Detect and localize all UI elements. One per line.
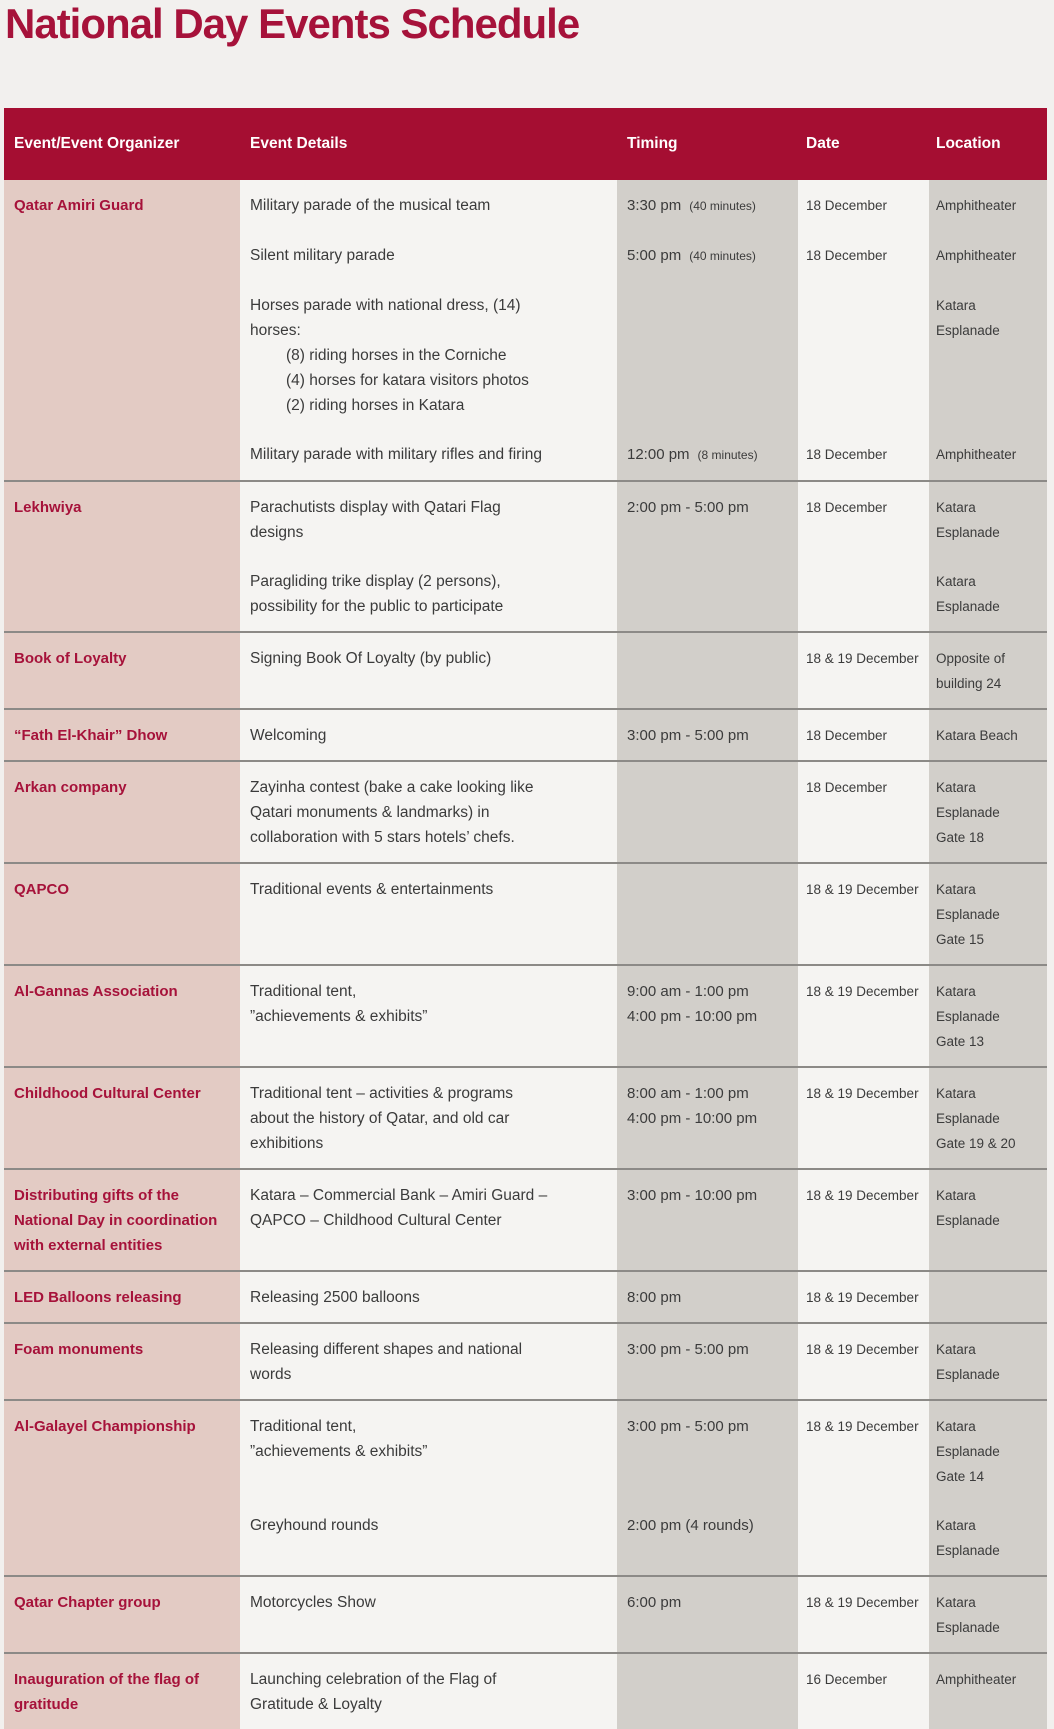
event-details-cell <box>240 966 617 1066</box>
timing-cell <box>617 762 798 862</box>
timing-note: (40 minutes) <box>689 199 756 213</box>
table-row <box>4 964 1047 1066</box>
organizer-cell <box>4 1577 240 1652</box>
location-line: Amphitheater <box>936 198 1017 213</box>
location-line: Gate 18 <box>936 830 985 845</box>
detail-line: Launching celebration of the Flag of <box>250 1671 497 1688</box>
detail-line: Welcoming <box>250 727 327 744</box>
timing-value: 8:00 am - 1:00 pm <box>627 1085 749 1102</box>
date-cell <box>798 1513 929 1575</box>
timing-value: 9:00 am - 1:00 pm <box>627 983 749 1000</box>
event-details-cell <box>240 762 617 862</box>
organizer-label: Distributing gifts of the National Day in coordination with external entities <box>14 1187 218 1254</box>
table-row <box>4 1322 1047 1399</box>
location-line: Amphitheater <box>936 1672 1017 1687</box>
organizer-label: Qatar Chapter group <box>14 1594 161 1611</box>
organizer-label: Arkan company <box>14 779 127 796</box>
location-line: Katara Esplanade <box>936 1188 1000 1228</box>
table-row <box>4 1066 1047 1168</box>
table-row <box>4 1399 1047 1575</box>
date-cell <box>798 569 929 631</box>
organizer-label: LED Balloons releasing <box>14 1289 182 1306</box>
location-cell <box>929 710 1047 760</box>
organizer-cell <box>4 180 240 480</box>
timing-line <box>627 1106 792 1131</box>
location-line: Amphitheater <box>936 447 1017 462</box>
date-cell <box>798 1068 929 1168</box>
timing-value: 2:00 pm - 5:00 pm <box>627 499 749 516</box>
detail-line: Releasing different shapes and national <box>250 1341 523 1358</box>
timing-value: 4:00 pm - 10:00 pm <box>627 1008 758 1025</box>
date-value: 18 December <box>806 780 888 795</box>
timing-line <box>627 1513 792 1538</box>
header-cell-details: Event Details <box>250 135 348 152</box>
events-table <box>4 108 1047 1729</box>
timing-value: 2:00 pm (4 rounds) <box>627 1517 754 1534</box>
timing-value: 3:00 pm - 10:00 pm <box>627 1187 758 1204</box>
organizer-cell <box>4 1272 240 1322</box>
date-cell <box>798 1577 929 1652</box>
location-line: Katara Beach <box>936 728 1018 743</box>
timing-cell <box>617 1324 798 1399</box>
timing-note: (40 minutes) <box>689 249 756 263</box>
organizer-cell <box>4 1068 240 1168</box>
event-details-cell <box>240 1401 617 1513</box>
date-value: 18 December <box>806 248 888 263</box>
location-cell <box>929 293 1047 442</box>
location-line: Gate 13 <box>936 1034 985 1049</box>
timing-value: 4:00 pm - 10:00 pm <box>627 1110 758 1127</box>
header-cell-timing: Timing <box>627 135 678 152</box>
timing-value: 3:00 pm - 5:00 pm <box>627 1418 749 1435</box>
date-cell <box>798 243 929 293</box>
location-cell <box>929 633 1047 708</box>
detail-line: ”achievements & exhibits” <box>250 1008 428 1025</box>
timing-value: 3:00 pm - 5:00 pm <box>627 1341 749 1358</box>
organizer-label: Inauguration of the flag of gratitude <box>14 1671 199 1713</box>
date-value: 18 & 19 December <box>806 1595 919 1610</box>
event-details-cell <box>240 1324 617 1399</box>
timing-cell <box>617 482 798 569</box>
event-details-cell <box>240 1513 617 1575</box>
detail-line: ”achievements & exhibits” <box>250 1443 428 1460</box>
location-cell <box>929 482 1047 569</box>
location-cell <box>929 966 1047 1066</box>
header-cell-date: Date <box>806 135 840 152</box>
detail-line: words <box>250 1366 292 1383</box>
timing-line <box>627 979 792 1004</box>
timing-line <box>627 243 792 269</box>
detail-line: Traditional tent, <box>250 1418 357 1435</box>
detail-line: exhibitions <box>250 1135 324 1152</box>
organizer-label: Qatar Amiri Guard <box>14 197 144 214</box>
detail-line: about the history of Qatar, and old car <box>250 1110 510 1127</box>
detail-line: Releasing 2500 balloons <box>250 1289 420 1306</box>
date-value: 18 December <box>806 500 888 515</box>
date-cell <box>798 1324 929 1399</box>
date-value: 18 & 19 December <box>806 1419 919 1434</box>
detail-line: Parachutists display with Qatari Flag <box>250 499 501 516</box>
location-line: Katara Esplanade <box>936 780 1000 820</box>
table-row <box>4 180 1047 480</box>
header-cell-organizer: Event/Event Organizer <box>14 135 180 152</box>
location-line: Katara Esplanade <box>936 1086 1000 1126</box>
detail-line: Traditional tent – activities & programs <box>250 1085 514 1102</box>
table-row <box>4 1652 1047 1729</box>
event-details-cell <box>240 633 617 708</box>
location-line: Katara Esplanade <box>936 574 1000 614</box>
detail-line: Greyhound rounds <box>250 1517 379 1534</box>
timing-cell <box>617 442 798 480</box>
location-line: Katara Esplanade <box>936 298 1000 338</box>
date-cell <box>798 1170 929 1270</box>
event-details-cell <box>240 293 617 442</box>
organizer-cell <box>4 482 240 631</box>
timing-line <box>627 1337 792 1362</box>
organizer-cell <box>4 633 240 708</box>
detail-subline: (4) horses for katara visitors photos <box>286 372 529 389</box>
event-details-cell <box>240 1068 617 1168</box>
date-value: 16 December <box>806 1672 888 1687</box>
detail-line: horses: <box>250 322 301 339</box>
event-details-cell <box>240 1577 617 1652</box>
organizer-label: Book of Loyalty <box>14 650 127 667</box>
organizer-cell <box>4 1401 240 1575</box>
date-cell <box>798 442 929 480</box>
timing-line <box>627 193 792 219</box>
timing-cell <box>617 180 798 243</box>
event-details-cell <box>240 1272 617 1322</box>
timing-cell <box>617 1170 798 1270</box>
timing-line <box>627 1590 792 1615</box>
timing-cell <box>617 1513 798 1575</box>
detail-line: Traditional events & entertainments <box>250 881 494 898</box>
timing-value: 6:00 pm <box>627 1594 682 1611</box>
event-details-cell <box>240 710 617 760</box>
detail-line: QAPCO – Childhood Cultural Center <box>250 1212 502 1229</box>
table-row <box>4 760 1047 862</box>
date-value: 18 December <box>806 447 888 462</box>
detail-line: Paragliding trike display (2 persons), <box>250 573 501 590</box>
location-cell <box>929 180 1047 243</box>
date-cell <box>798 710 929 760</box>
location-cell <box>929 1654 1047 1729</box>
detail-line: Horses parade with national dress, (14) <box>250 297 521 314</box>
timing-cell <box>617 1272 798 1322</box>
detail-line: Zayinha contest (bake a cake looking like <box>250 779 534 796</box>
location-cell <box>929 1170 1047 1270</box>
location-cell <box>929 442 1047 480</box>
date-value: 18 & 19 December <box>806 984 919 999</box>
location-cell <box>929 864 1047 964</box>
location-cell <box>929 569 1047 631</box>
table-row <box>4 1168 1047 1270</box>
timing-cell <box>617 293 798 442</box>
table-body <box>4 180 1047 1729</box>
detail-line: Motorcycles Show <box>250 1594 376 1611</box>
timing-value: 12:00 pm <box>627 446 690 463</box>
date-cell <box>798 1401 929 1513</box>
timing-cell <box>617 966 798 1066</box>
location-line: Katara Esplanade <box>936 984 1000 1024</box>
location-line: Katara Esplanade <box>936 500 1000 540</box>
location-cell <box>929 1577 1047 1652</box>
timing-cell <box>617 243 798 293</box>
organizer-label: Lekhwiya <box>14 499 82 516</box>
location-line: Opposite of <box>936 651 1006 666</box>
timing-line <box>627 1004 792 1029</box>
date-cell <box>798 864 929 964</box>
detail-line: possibility for the public to participate <box>250 598 504 615</box>
date-value: 18 & 19 December <box>806 1086 919 1101</box>
date-cell <box>798 966 929 1066</box>
header-cell-location: Location <box>936 135 1001 152</box>
date-value: 18 December <box>806 198 888 213</box>
event-details-cell <box>240 1170 617 1270</box>
date-cell <box>798 633 929 708</box>
location-line: Katara Esplanade <box>936 1518 1000 1558</box>
location-cell <box>929 243 1047 293</box>
organizer-cell <box>4 864 240 964</box>
timing-value: 3:00 pm - 5:00 pm <box>627 727 749 744</box>
event-details-cell <box>240 864 617 964</box>
event-details-cell <box>240 442 617 480</box>
date-cell <box>798 762 929 862</box>
timing-value: 8:00 pm <box>627 1289 682 1306</box>
location-line: Katara Esplanade <box>936 1419 1000 1459</box>
organizer-label: Childhood Cultural Center <box>14 1085 201 1102</box>
detail-line: Qatari monuments & landmarks) in <box>250 804 490 821</box>
detail-subline: (8) riding horses in the Corniche <box>286 347 507 364</box>
timing-cell <box>617 1068 798 1168</box>
date-value: 18 December <box>806 728 888 743</box>
organizer-label: QAPCO <box>14 881 70 898</box>
organizer-label: Al-Gannas Association <box>14 983 178 1000</box>
detail-line: designs <box>250 524 304 541</box>
date-value: 18 & 19 December <box>806 1188 919 1203</box>
location-line: Katara Esplanade <box>936 1342 1000 1382</box>
table-row <box>4 1575 1047 1652</box>
detail-line: Gratitude & Loyalty <box>250 1696 382 1713</box>
page-title: National Day Events Schedule <box>5 0 580 47</box>
timing-line <box>627 1414 792 1439</box>
location-line: Gate 14 <box>936 1469 985 1484</box>
timing-line <box>627 723 792 748</box>
organizer-label: “Fath El-Khair” Dhow <box>14 727 168 744</box>
detail-line: Katara – Commercial Bank – Amiri Guard – <box>250 1187 548 1204</box>
detail-line: Military parade with military rifles and firing <box>250 446 543 463</box>
organizer-cell <box>4 762 240 862</box>
timing-line <box>627 1081 792 1106</box>
location-line: building 24 <box>936 676 1002 691</box>
timing-cell <box>617 569 798 631</box>
timing-cell <box>617 710 798 760</box>
detail-subline: (2) riding horses in Katara <box>286 397 465 414</box>
date-cell <box>798 180 929 243</box>
date-value: 18 & 19 December <box>806 882 919 897</box>
event-details-cell <box>240 569 617 631</box>
timing-cell <box>617 1577 798 1652</box>
location-cell <box>929 1324 1047 1399</box>
date-value: 18 & 19 December <box>806 651 919 666</box>
detail-line: Signing Book Of Loyalty (by public) <box>250 650 492 667</box>
location-line: Katara Esplanade <box>936 882 1000 922</box>
location-line: Gate 15 <box>936 932 985 947</box>
timing-line <box>627 442 792 468</box>
timing-note: (8 minutes) <box>697 448 758 462</box>
location-cell <box>929 1513 1047 1575</box>
organizer-label: Al-Galayel Championship <box>14 1418 196 1435</box>
table-header-row <box>4 108 1047 180</box>
table-row <box>4 480 1047 631</box>
date-cell <box>798 1654 929 1729</box>
event-details-cell <box>240 1654 617 1729</box>
date-cell <box>798 293 929 442</box>
organizer-cell <box>4 1170 240 1270</box>
organizer-cell <box>4 710 240 760</box>
organizer-cell <box>4 1324 240 1399</box>
timing-cell <box>617 1654 798 1729</box>
date-cell <box>798 1272 929 1322</box>
organizer-label: Foam monuments <box>14 1341 144 1358</box>
location-line: Amphitheater <box>936 248 1017 263</box>
location-cell <box>929 762 1047 862</box>
location-cell <box>929 1401 1047 1513</box>
location-cell <box>929 1272 1047 1322</box>
timing-value: 5:00 pm <box>627 247 682 264</box>
detail-line: Silent military parade <box>250 247 395 264</box>
event-details-cell <box>240 482 617 569</box>
timing-cell <box>617 633 798 708</box>
date-value: 18 & 19 December <box>806 1342 919 1357</box>
timing-line <box>627 1285 792 1310</box>
timing-line <box>627 495 792 520</box>
location-line: Katara Esplanade <box>936 1595 1000 1635</box>
timing-cell <box>617 1401 798 1513</box>
date-cell <box>798 482 929 569</box>
detail-line: Military parade of the musical team <box>250 197 491 214</box>
timing-cell <box>617 864 798 964</box>
organizer-cell <box>4 1654 240 1729</box>
detail-line: Traditional tent, <box>250 983 357 1000</box>
timing-line <box>627 1183 792 1208</box>
table-row <box>4 631 1047 708</box>
organizer-cell <box>4 966 240 1066</box>
date-value: 18 & 19 December <box>806 1290 919 1305</box>
detail-line: collaboration with 5 stars hotels’ chefs. <box>250 829 515 846</box>
location-line: Gate 19 & 20 <box>936 1136 1016 1151</box>
table-row <box>4 1270 1047 1322</box>
timing-value: 3:30 pm <box>627 197 682 214</box>
event-details-cell <box>240 180 617 243</box>
location-cell <box>929 1068 1047 1168</box>
event-details-cell <box>240 243 617 293</box>
table-row <box>4 862 1047 964</box>
table-row <box>4 708 1047 760</box>
